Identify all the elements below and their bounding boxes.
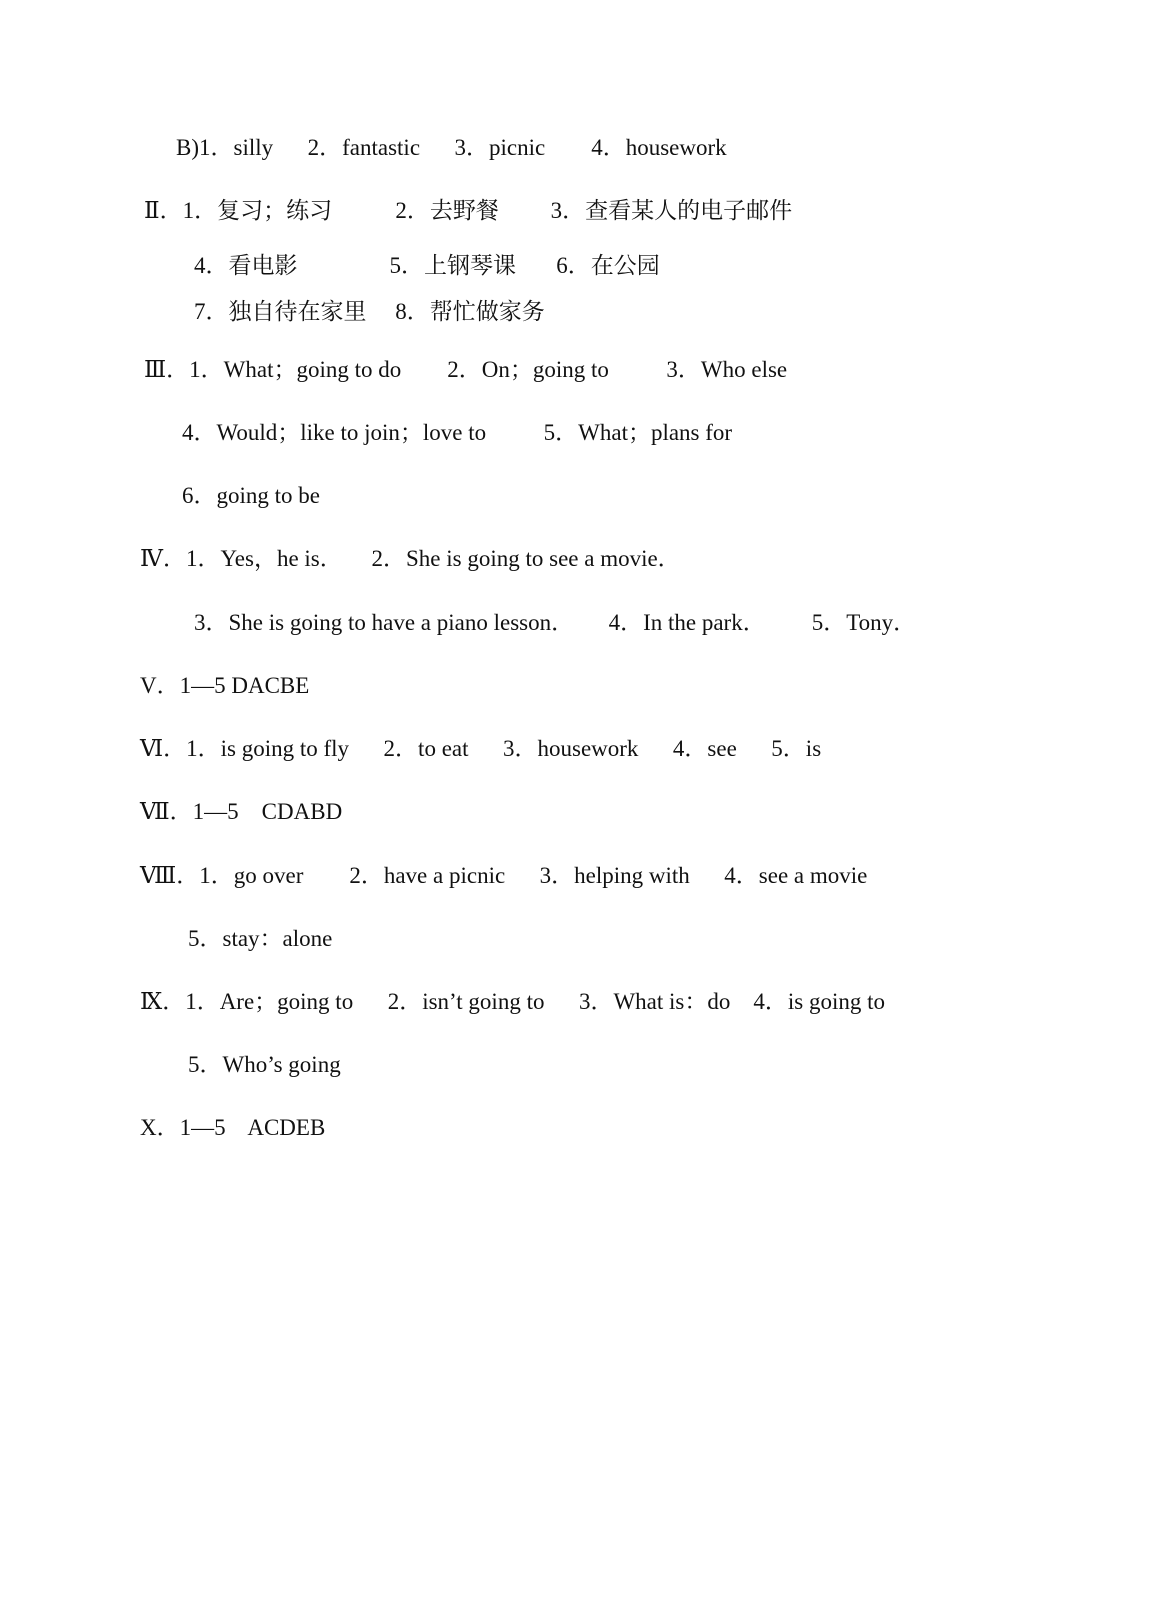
answer-line-ii-1: Ⅱ．1．复习；练习 2．去野餐 3．查看某人的电子邮件 bbox=[144, 198, 793, 223]
answer-line-iii-1: Ⅲ．1．What；going to do 2．On；going to 3．Who else bbox=[144, 357, 788, 382]
answer-line-viii-1: Ⅷ．1．go over 2．have a picnic 3．helping with 4．see a movie bbox=[140, 863, 868, 888]
answer-line-viii-2: 5．stay：alone bbox=[188, 926, 333, 951]
answer-line-ix-2: 5．Who’s going bbox=[188, 1052, 341, 1077]
answer-line-iii-3: 6．going to be bbox=[182, 483, 320, 508]
answer-line-iv-1: Ⅳ．1．Yes，he is． 2．She is going to see a movie． bbox=[140, 546, 681, 571]
answer-line-v: V．1—5 DACBE bbox=[140, 673, 310, 698]
answer-line-iii-2: 4．Would；like to join；love to 5．What；plans for bbox=[182, 420, 733, 445]
answer-line-vii: Ⅶ．1—5 CDABD bbox=[140, 799, 343, 824]
answer-line-x: X．1—5 ACDEB bbox=[140, 1115, 326, 1140]
answer-line-vi: Ⅵ．1．is going to fly 2．to eat 3．housework 4．see 5．is bbox=[140, 736, 822, 761]
answer-line-ix-1: Ⅸ．1．Are；going to 2．isn’t going to 3．What is：do 4．is going to bbox=[140, 989, 885, 1014]
answer-line-ii-2: 4．看电影 5．上钢琴课 6．在公园 bbox=[194, 253, 660, 278]
answer-line-ii-3: 7．独自待在家里 8．帮忙做家务 bbox=[194, 299, 545, 324]
answer-line-iv-2: 3．She is going to have a piano lesson． 4．In the park． 5．Tony． bbox=[194, 610, 917, 635]
answer-line-b-part: B)1．silly 2．fantastic 3．picnic 4．housework bbox=[176, 135, 727, 160]
